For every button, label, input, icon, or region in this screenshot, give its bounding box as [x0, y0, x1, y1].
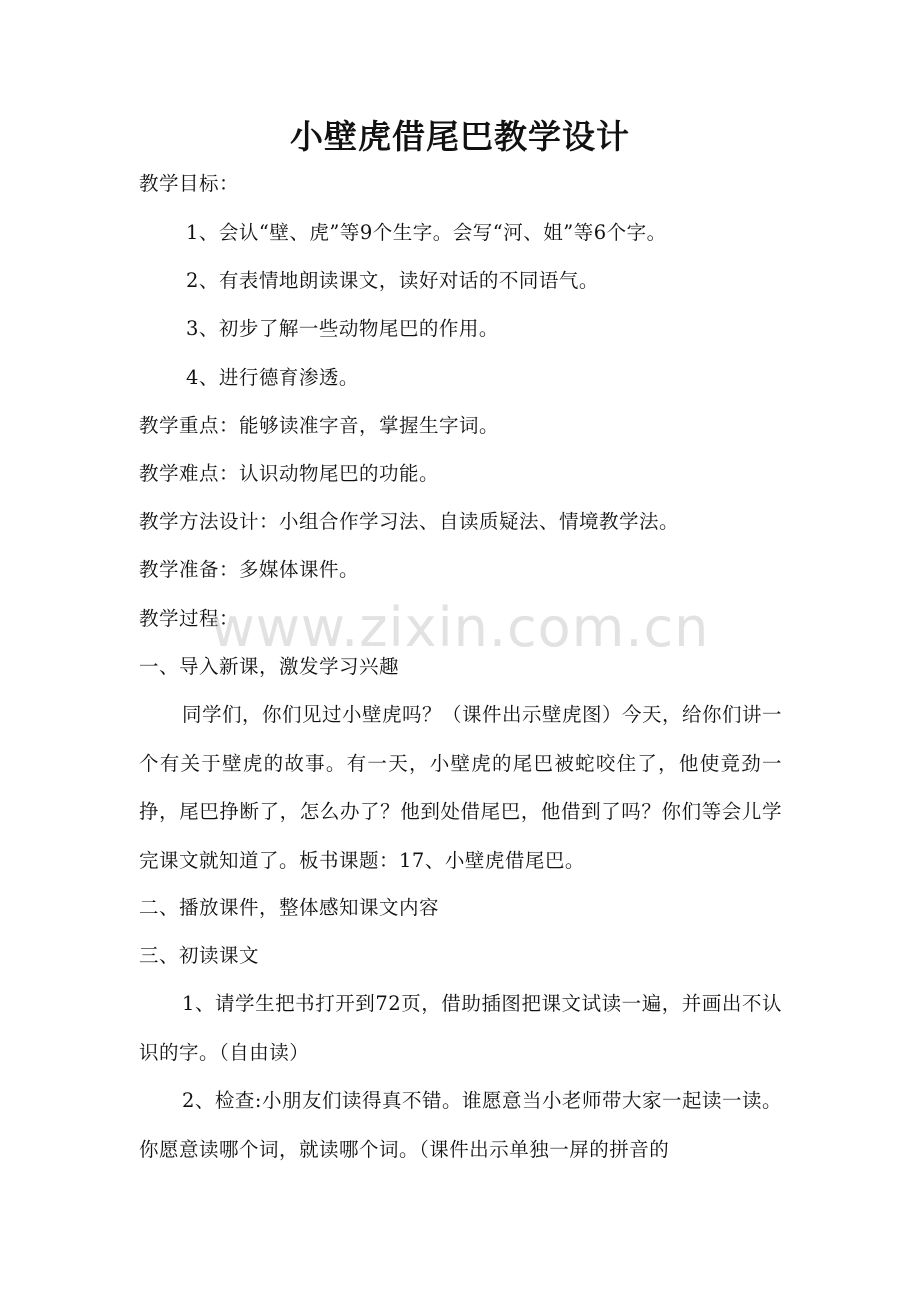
section-1-body: 同学们，你们见过小壁虎吗？（课件出示壁虎图）今天，给你们讲一个有关于壁虎的故事。有一天，小壁虎的尾巴被蛇咬住了，他使竟劲一挣，尾巴挣断了，怎么办了？他到处借尾巴，他借到了吗？你们等会儿学完课文就知道了。板书课题：17、小壁虎借尾巴。 — [139, 703, 783, 872]
section-3-heading: 三、初读课文 — [139, 944, 260, 967]
document-title: 小壁虎借尾巴教学设计 — [290, 117, 630, 156]
section-1-heading: 一、导入新课，激发学习兴趣 — [139, 655, 400, 678]
goal-item-3: 3、初步了解一些动物尾巴的作用。 — [186, 317, 499, 340]
key-point: 教学重点：能够读准字音，掌握生字词。 — [139, 414, 500, 437]
goal-item-4: 4、进行德育渗透。 — [186, 366, 359, 389]
section-2-heading: 二、播放课件，整体感知课文内容 — [139, 896, 440, 919]
teaching-method: 教学方法设计：小组合作学习法、自读质疑法、情境教学法。 — [139, 510, 680, 533]
goal-item-1: 1、会认“壁、虎”等9个生字。会写“河、姐”等6个字。 — [186, 221, 667, 244]
watermark: www.zixin.com.cn — [210, 596, 710, 659]
goal-item-2: 2、有表情地朗读课文，读好对话的不同语气。 — [186, 269, 599, 292]
process-heading: 教学过程： — [139, 607, 240, 630]
goals-heading: 教学目标： — [139, 172, 240, 195]
section-3-item-2: 2、检查:小朋友们读得真不错。谁愿意当小老师带大家一起读一读。你愿意读哪个词，就读哪个词。（课件出示单独一屏的拼音的 — [139, 1089, 782, 1161]
teaching-preparation: 教学准备：多媒体课件。 — [139, 558, 360, 581]
section-3-item-1: 1、请学生把书打开到72页，借助插图把课文试读一遍，并画出不认识的字。（自由读） — [139, 992, 782, 1064]
difficulty: 教学难点：认识动物尾巴的功能。 — [139, 462, 440, 485]
